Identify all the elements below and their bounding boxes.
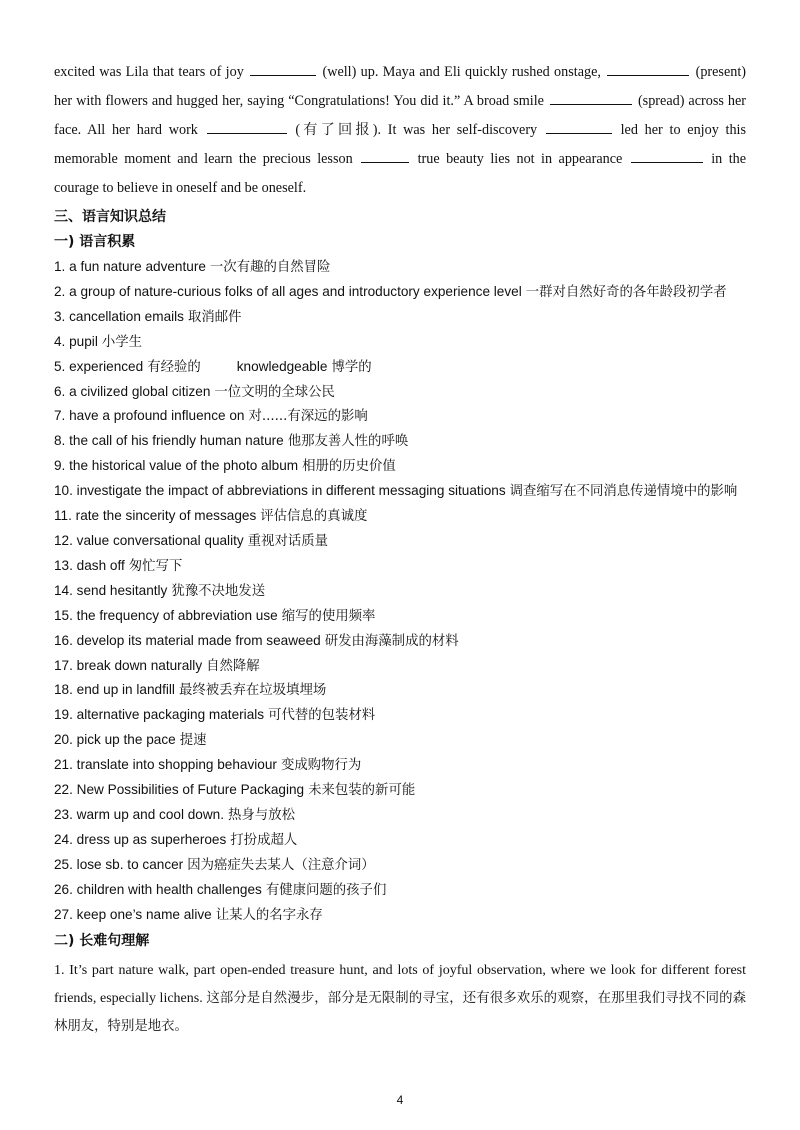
vocabulary-english: 7. have a profound influence on bbox=[54, 408, 245, 424]
page-number: 4 bbox=[396, 1093, 404, 1107]
vocabulary-chinese: 自然降解 bbox=[206, 658, 260, 674]
vocabulary-english: 17. break down naturally bbox=[54, 657, 203, 673]
vocabulary-item bbox=[54, 778, 746, 803]
vocabulary-item bbox=[54, 678, 746, 703]
passage-text: (有了回报). It was her self-discovery bbox=[295, 122, 538, 138]
vocabulary-item bbox=[54, 380, 746, 405]
passage-text: (spread) across her face. All her hard work bbox=[54, 93, 746, 138]
vocabulary-english: 1. a fun nature adventure bbox=[54, 259, 206, 274]
vocabulary-item bbox=[54, 454, 746, 479]
vocabulary-item bbox=[54, 355, 746, 380]
vocabulary-chinese: 最终被丢弃在垃圾填埋场 bbox=[178, 683, 327, 699]
vocabulary-english: 11. rate the sincerity of messages bbox=[54, 508, 257, 524]
vocabulary-chinese: 提速 bbox=[179, 733, 207, 749]
vocabulary-item bbox=[54, 828, 746, 853]
vocabulary-item bbox=[54, 753, 746, 778]
vocabulary-chinese: 缩写的使用频率 bbox=[281, 608, 376, 624]
vocabulary-item bbox=[54, 554, 746, 579]
vocabulary-item bbox=[54, 629, 746, 654]
vocabulary-item bbox=[54, 579, 746, 604]
vocabulary-chinese: 一次有趣的自然冒险 bbox=[209, 260, 331, 275]
answer-blank[interactable] bbox=[250, 61, 316, 76]
subsection-heading-sentences: 二) 长难句理解 bbox=[54, 933, 150, 950]
vocabulary-chinese: 有健康问题的孩子们 bbox=[265, 882, 387, 898]
answer-blank[interactable] bbox=[207, 119, 287, 134]
vocabulary-item bbox=[54, 654, 746, 679]
vocabulary-chinese: 热身与放松 bbox=[228, 807, 295, 823]
vocabulary-chinese: 让某人的名字永存 bbox=[215, 907, 323, 923]
vocabulary-chinese: 变成购物行为 bbox=[280, 758, 362, 774]
vocabulary-item bbox=[54, 404, 746, 429]
vocabulary-chinese: 重视对话质量 bbox=[247, 533, 329, 549]
passage-text: (present) her with flowers and hugged her, saying “Congratulations! You did it.” A broad smile bbox=[54, 64, 747, 109]
vocabulary-english: 10. investigate the impact of abbreviations in different messaging situations bbox=[54, 483, 506, 499]
subsection-heading-vocabulary: 一) 语言积累 bbox=[54, 234, 136, 250]
vocabulary-english: 16. develop its material made from seaweed bbox=[54, 632, 321, 648]
vocabulary-english: 12. value conversational quality bbox=[54, 532, 244, 548]
vocabulary-item bbox=[54, 429, 746, 454]
vocabulary-english: 24. dress up as superheroes bbox=[54, 831, 227, 847]
vocabulary-english: 4. pupil bbox=[54, 333, 98, 349]
vocabulary-list bbox=[54, 255, 746, 927]
vocabulary-english: 3. cancellation emails bbox=[54, 308, 184, 324]
answer-blank[interactable] bbox=[361, 148, 409, 163]
vocabulary-chinese: 相册的历史价值 bbox=[302, 459, 396, 475]
vocabulary-chinese: 未来包装的新可能 bbox=[308, 783, 416, 799]
vocabulary-english: knowledgeable bbox=[236, 358, 328, 374]
vocabulary-chinese: 他那友善人性的呼唤 bbox=[287, 434, 409, 450]
vocabulary-item bbox=[54, 529, 746, 554]
vocabulary-english: 22. New Possibilities of Future Packaging bbox=[54, 782, 305, 798]
answer-blank[interactable] bbox=[550, 90, 632, 105]
vocabulary-chinese: 因为癌症失去某人（注意介词） bbox=[187, 857, 375, 873]
answer-blank[interactable] bbox=[631, 148, 703, 163]
passage-text: (well) up. Maya and Eli quickly rushed onstage, bbox=[322, 64, 601, 80]
vocabulary-chinese: 打扮成超人 bbox=[230, 832, 298, 848]
long-sentence-item bbox=[54, 957, 746, 1041]
vocabulary-english: 5. experienced bbox=[54, 358, 144, 374]
story-paragraph bbox=[54, 58, 746, 203]
vocabulary-english: 13. dash off bbox=[54, 557, 125, 573]
sentence-chinese: 这部分是自然漫步，部分是无限制的寻宝，还有很多欢乐的观察，在那里我们寻找不同的森林朋友，特别是地衣。 bbox=[54, 991, 746, 1035]
document-page bbox=[54, 58, 746, 1041]
vocabulary-english: 8. the call of his friendly human nature bbox=[54, 433, 284, 449]
vocabulary-chinese: 一位文明的全球公民 bbox=[214, 384, 335, 400]
vocabulary-item bbox=[54, 604, 746, 629]
vocabulary-item bbox=[54, 803, 746, 828]
vocabulary-chinese: 评估信息的真诚度 bbox=[260, 509, 368, 525]
vocabulary-item bbox=[54, 903, 746, 928]
passage-text: true beauty lies not in appearance bbox=[417, 151, 623, 167]
vocabulary-english: 15. the frequency of abbreviation use bbox=[54, 607, 278, 623]
vocabulary-item bbox=[54, 853, 746, 878]
vocabulary-item bbox=[54, 280, 746, 305]
vocabulary-english: 21. translate into shopping behaviour bbox=[54, 757, 277, 773]
vocabulary-chinese: 调查缩写在不同消息传递情境中的影响 bbox=[509, 484, 738, 500]
vocabulary-chinese: 研发由海藻制成的材料 bbox=[324, 633, 459, 649]
vocabulary-english: 14. send hesitantly bbox=[54, 582, 168, 598]
vocabulary-chinese: 一群对自然好奇的各年龄段初学者 bbox=[525, 284, 727, 300]
vocabulary-item bbox=[54, 878, 746, 903]
vocabulary-item bbox=[54, 703, 746, 728]
vocabulary-english: 20. pick up the pace bbox=[54, 732, 176, 748]
vocabulary-english: 2. a group of nature-curious folks of all ages and introductory experience level bbox=[54, 283, 522, 299]
vocabulary-chinese: 博学的 bbox=[331, 359, 372, 375]
vocabulary-item bbox=[54, 255, 746, 280]
sentence-english: 1. It’s part nature walk, part open-ended treasure hunt, and lots of joyful observation, where we look for different forest friends, especially lichens. bbox=[54, 963, 746, 1007]
vocabulary-item bbox=[54, 330, 746, 355]
vocabulary-english: 9. the historical value of the photo album bbox=[54, 458, 299, 474]
answer-blank[interactable] bbox=[546, 119, 612, 134]
section-heading: 三、语言知识总结 bbox=[54, 209, 166, 225]
vocabulary-item bbox=[54, 305, 746, 330]
vocabulary-english: 19. alternative packaging materials bbox=[54, 707, 265, 723]
vocabulary-item bbox=[54, 479, 746, 504]
vocabulary-english: 25. lose sb. to cancer bbox=[54, 856, 184, 872]
vocabulary-chinese: 有经验的 bbox=[147, 359, 201, 375]
vocabulary-item bbox=[54, 728, 746, 753]
vocabulary-english: 6. a civilized global citizen bbox=[54, 383, 211, 399]
passage-text: excited was Lila that tears of joy bbox=[54, 64, 244, 80]
vocabulary-chinese: 对......有深远的影响 bbox=[248, 409, 368, 425]
passage-text: led her to enjoy this memorable moment and learn the precious lesson bbox=[54, 122, 747, 167]
vocabulary-english: 27. keep one’s name alive bbox=[54, 906, 212, 922]
vocabulary-english: 26. children with health challenges bbox=[54, 881, 262, 897]
vocabulary-item bbox=[54, 504, 746, 529]
vocabulary-chinese: 取消邮件 bbox=[187, 309, 242, 325]
vocabulary-chinese: 可代替的包装材料 bbox=[268, 708, 376, 724]
passage-text: in the courage to believe in oneself and be oneself. bbox=[54, 151, 747, 196]
vocabulary-chinese: 匆忙写下 bbox=[128, 558, 183, 574]
vocabulary-chinese: 犹豫不决地发送 bbox=[171, 583, 266, 599]
answer-blank[interactable] bbox=[607, 61, 689, 76]
vocabulary-english: 23. warm up and cool down. bbox=[54, 806, 225, 822]
vocabulary-english: 18. end up in landfill bbox=[54, 682, 175, 698]
vocabulary-chinese: 小学生 bbox=[101, 334, 143, 350]
